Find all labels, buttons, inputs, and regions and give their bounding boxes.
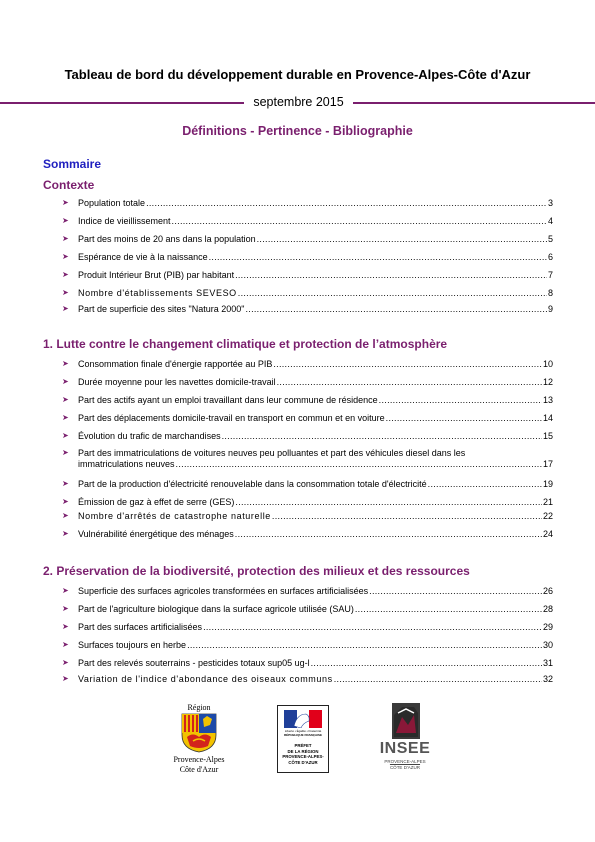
bullet-arrow-icon: ➤ — [62, 604, 69, 613]
prefet-logo — [277, 705, 329, 773]
bullet-arrow-icon: ➤ — [62, 529, 69, 538]
bullet-arrow-icon: ➤ — [62, 216, 69, 225]
prefet-line2: DE LA RÉGION — [287, 748, 319, 754]
toc-entry-label: Part de la production d'électricité renouvelable dans la consommation totale d'électricité — [78, 479, 427, 489]
bullet-arrow-icon: ➤ — [62, 622, 69, 631]
toc-entry-page: 17 — [542, 459, 553, 469]
region-logo-line2: Côte d'Azur — [179, 765, 219, 774]
toc-entry-label: Part des relevés souterrains - pesticides totaux sup05 ug-l — [78, 658, 310, 668]
dot-leader — [386, 412, 542, 424]
toc-entry-page: 6 — [547, 252, 553, 262]
bullet-arrow-icon: ➤ — [62, 359, 69, 368]
dot-leader — [369, 585, 542, 597]
toc-entry-label: Part des actifs ayant un emploi travaillant dans leur commune de résidence — [78, 395, 378, 405]
region-logo — [164, 703, 234, 775]
region-logo-top: Région — [187, 703, 211, 712]
dot-leader — [203, 621, 542, 633]
bullet-arrow-icon: ➤ — [62, 304, 69, 313]
bullet-arrow-icon: ➤ — [62, 270, 69, 279]
toc-entry-page: 3 — [547, 198, 553, 208]
bullet-arrow-icon: ➤ — [62, 511, 69, 520]
section-1-heading: 1. Lutte contre le changement climatique et protection de l’atmosphère — [43, 337, 448, 351]
toc-entry-label: Indice de vieillissement — [78, 216, 171, 226]
bullet-arrow-icon: ➤ — [62, 640, 69, 649]
dot-leader — [146, 197, 547, 209]
prefet-motto: Liberté • Égalité • Fraternité — [284, 729, 322, 733]
toc-entry-label: Vulnérabilité énergétique des ménages — [78, 529, 234, 539]
bullet-arrow-icon: ➤ — [62, 413, 69, 422]
toc-entry-page: 24 — [542, 529, 553, 539]
toc-entry-page: 31 — [542, 658, 553, 668]
dot-leader — [277, 376, 542, 388]
insee-sub1: PROVENCE-ALPES — [384, 759, 426, 764]
bullet-arrow-icon: ➤ — [62, 198, 69, 207]
dot-leader — [273, 358, 542, 370]
dot-leader — [428, 478, 542, 490]
toc-entry-label: Variation de l'indice d'abondance des oiseaux communs — [78, 674, 333, 684]
bullet-arrow-icon: ➤ — [62, 448, 69, 457]
bullet-arrow-icon: ➤ — [62, 431, 69, 440]
toc-entry-label: Émission de gaz à effet de serre (GES) — [78, 497, 235, 507]
toc-entry-label: Produit Intérieur Brut (PIB) par habitant — [78, 270, 235, 280]
publication-date: septembre 2015 — [253, 95, 344, 109]
toc-entry-label: Nombre d'établissements SEVESO — [78, 288, 237, 298]
date-rule — [0, 94, 595, 110]
insee-name: INSEE — [379, 740, 431, 757]
insee-sub2: CÔTE D'AZUR — [389, 765, 421, 770]
toc-entry-label: Population totale — [78, 198, 146, 208]
toc-entry-page: 4 — [547, 216, 553, 226]
dot-leader — [235, 528, 542, 540]
toc-entry-label: Part des surfaces artificialisées — [78, 622, 203, 632]
dot-leader — [272, 510, 542, 522]
sommaire-heading: Sommaire — [43, 157, 102, 171]
toc-entry-label: Part de l'agriculture biologique dans la surface agricole utilisée (SAU) — [78, 604, 354, 614]
bullet-arrow-icon: ➤ — [62, 234, 69, 243]
section-2-heading: 2. Préservation de la biodiversité, protection des milieux et des ressources — [43, 564, 470, 578]
toc-entry-label: Espérance de vie à la naissance — [78, 252, 208, 262]
region-logo-line1: Provence-Alpes — [173, 755, 225, 764]
toc-entry-page: 29 — [542, 622, 553, 632]
dot-leader — [238, 287, 547, 299]
toc-entry-label-line1: Part des immatriculations de voitures neuves peu polluantes et part des véhicules diesel dans les — [78, 448, 466, 458]
toc-entry-label: Part des moins de 20 ans dans la population — [78, 234, 256, 244]
dot-leader — [172, 215, 547, 227]
bullet-arrow-icon: ➤ — [62, 479, 69, 488]
toc-entry-page: 21 — [542, 497, 553, 507]
toc-entry-page: 19 — [542, 479, 553, 489]
toc-entry-page: 7 — [547, 270, 553, 280]
dot-leader — [355, 603, 542, 615]
toc-entry-page: 26 — [542, 586, 553, 596]
bullet-arrow-icon: ➤ — [62, 674, 69, 683]
bullet-arrow-icon: ➤ — [62, 395, 69, 404]
dot-leader — [379, 394, 542, 406]
dot-leader — [334, 673, 542, 685]
toc-entry-label: Surfaces toujours en herbe — [78, 640, 187, 650]
bullet-arrow-icon: ➤ — [62, 377, 69, 386]
marianne-icon — [284, 710, 322, 728]
toc-entry-page: 10 — [542, 359, 553, 369]
toc-entry-page: 15 — [542, 431, 553, 441]
bullet-arrow-icon: ➤ — [62, 497, 69, 506]
dot-leader — [235, 496, 542, 508]
toc-entry-label: Part de superficie des sites "Natura 2000" — [78, 304, 245, 314]
toc-entry-page: 12 — [542, 377, 553, 387]
bullet-arrow-icon: ➤ — [62, 658, 69, 667]
dot-leader — [311, 657, 542, 669]
toc-entry-page: 9 — [547, 304, 553, 314]
prefet-line4: CÔTE D'AZUR — [288, 759, 318, 765]
toc-entry-page: 13 — [542, 395, 553, 405]
document-title: Tableau de bord du développement durable en Provence-Alpes-Côte d'Azur — [64, 67, 531, 82]
bullet-arrow-icon: ➤ — [62, 586, 69, 595]
insee-emblem-icon — [392, 703, 420, 739]
toc-entry-page: 30 — [542, 640, 553, 650]
rule-right — [353, 102, 595, 104]
toc-entry-label: Part des déplacements domicile-travail en transport en commun et en voiture — [78, 413, 385, 423]
dot-leader — [176, 458, 542, 470]
dot-leader — [187, 639, 542, 651]
prefet-line3: PROVENCE-ALPES- — [282, 754, 324, 759]
toc-entry-page: 22 — [542, 511, 553, 521]
dot-leader — [209, 251, 547, 263]
prefet-line1: PRÉFET — [294, 743, 312, 748]
rule-left — [0, 102, 244, 104]
contexte-heading: Contexte — [43, 178, 95, 192]
dot-leader — [222, 430, 542, 442]
toc-entry-page: 28 — [542, 604, 553, 614]
bullet-arrow-icon: ➤ — [62, 288, 69, 297]
document-subtitle: Définitions - Pertinence - Bibliographie — [182, 124, 413, 138]
prefet-republic: RÉPUBLIQUE FRANÇAISE — [283, 733, 322, 737]
bullet-arrow-icon: ➤ — [62, 252, 69, 261]
insee-logo — [376, 703, 434, 775]
toc-entry-label: Superficie des surfaces agricoles transformées en surfaces artificialisées — [78, 586, 369, 596]
toc-entry-label: Consommation finale d'énergie rapportée au PIB — [78, 359, 273, 369]
region-shield-icon — [181, 713, 217, 753]
toc-entry-label: Nombre d'arrêtés de catastrophe naturelle — [78, 511, 271, 521]
toc-entry-label: Durée moyenne pour les navettes domicile-travail — [78, 377, 276, 387]
dot-leader — [245, 303, 547, 315]
toc-entry-label: Évolution du trafic de marchandises — [78, 431, 221, 441]
toc-entry-page: 14 — [542, 413, 553, 423]
dot-leader — [235, 269, 547, 281]
toc-entry-page: 5 — [547, 234, 553, 244]
toc-entry-page: 8 — [547, 288, 553, 298]
dot-leader — [257, 233, 547, 245]
toc-entry-page: 32 — [542, 674, 553, 684]
toc-entry-label: immatriculations neuves — [78, 459, 175, 469]
